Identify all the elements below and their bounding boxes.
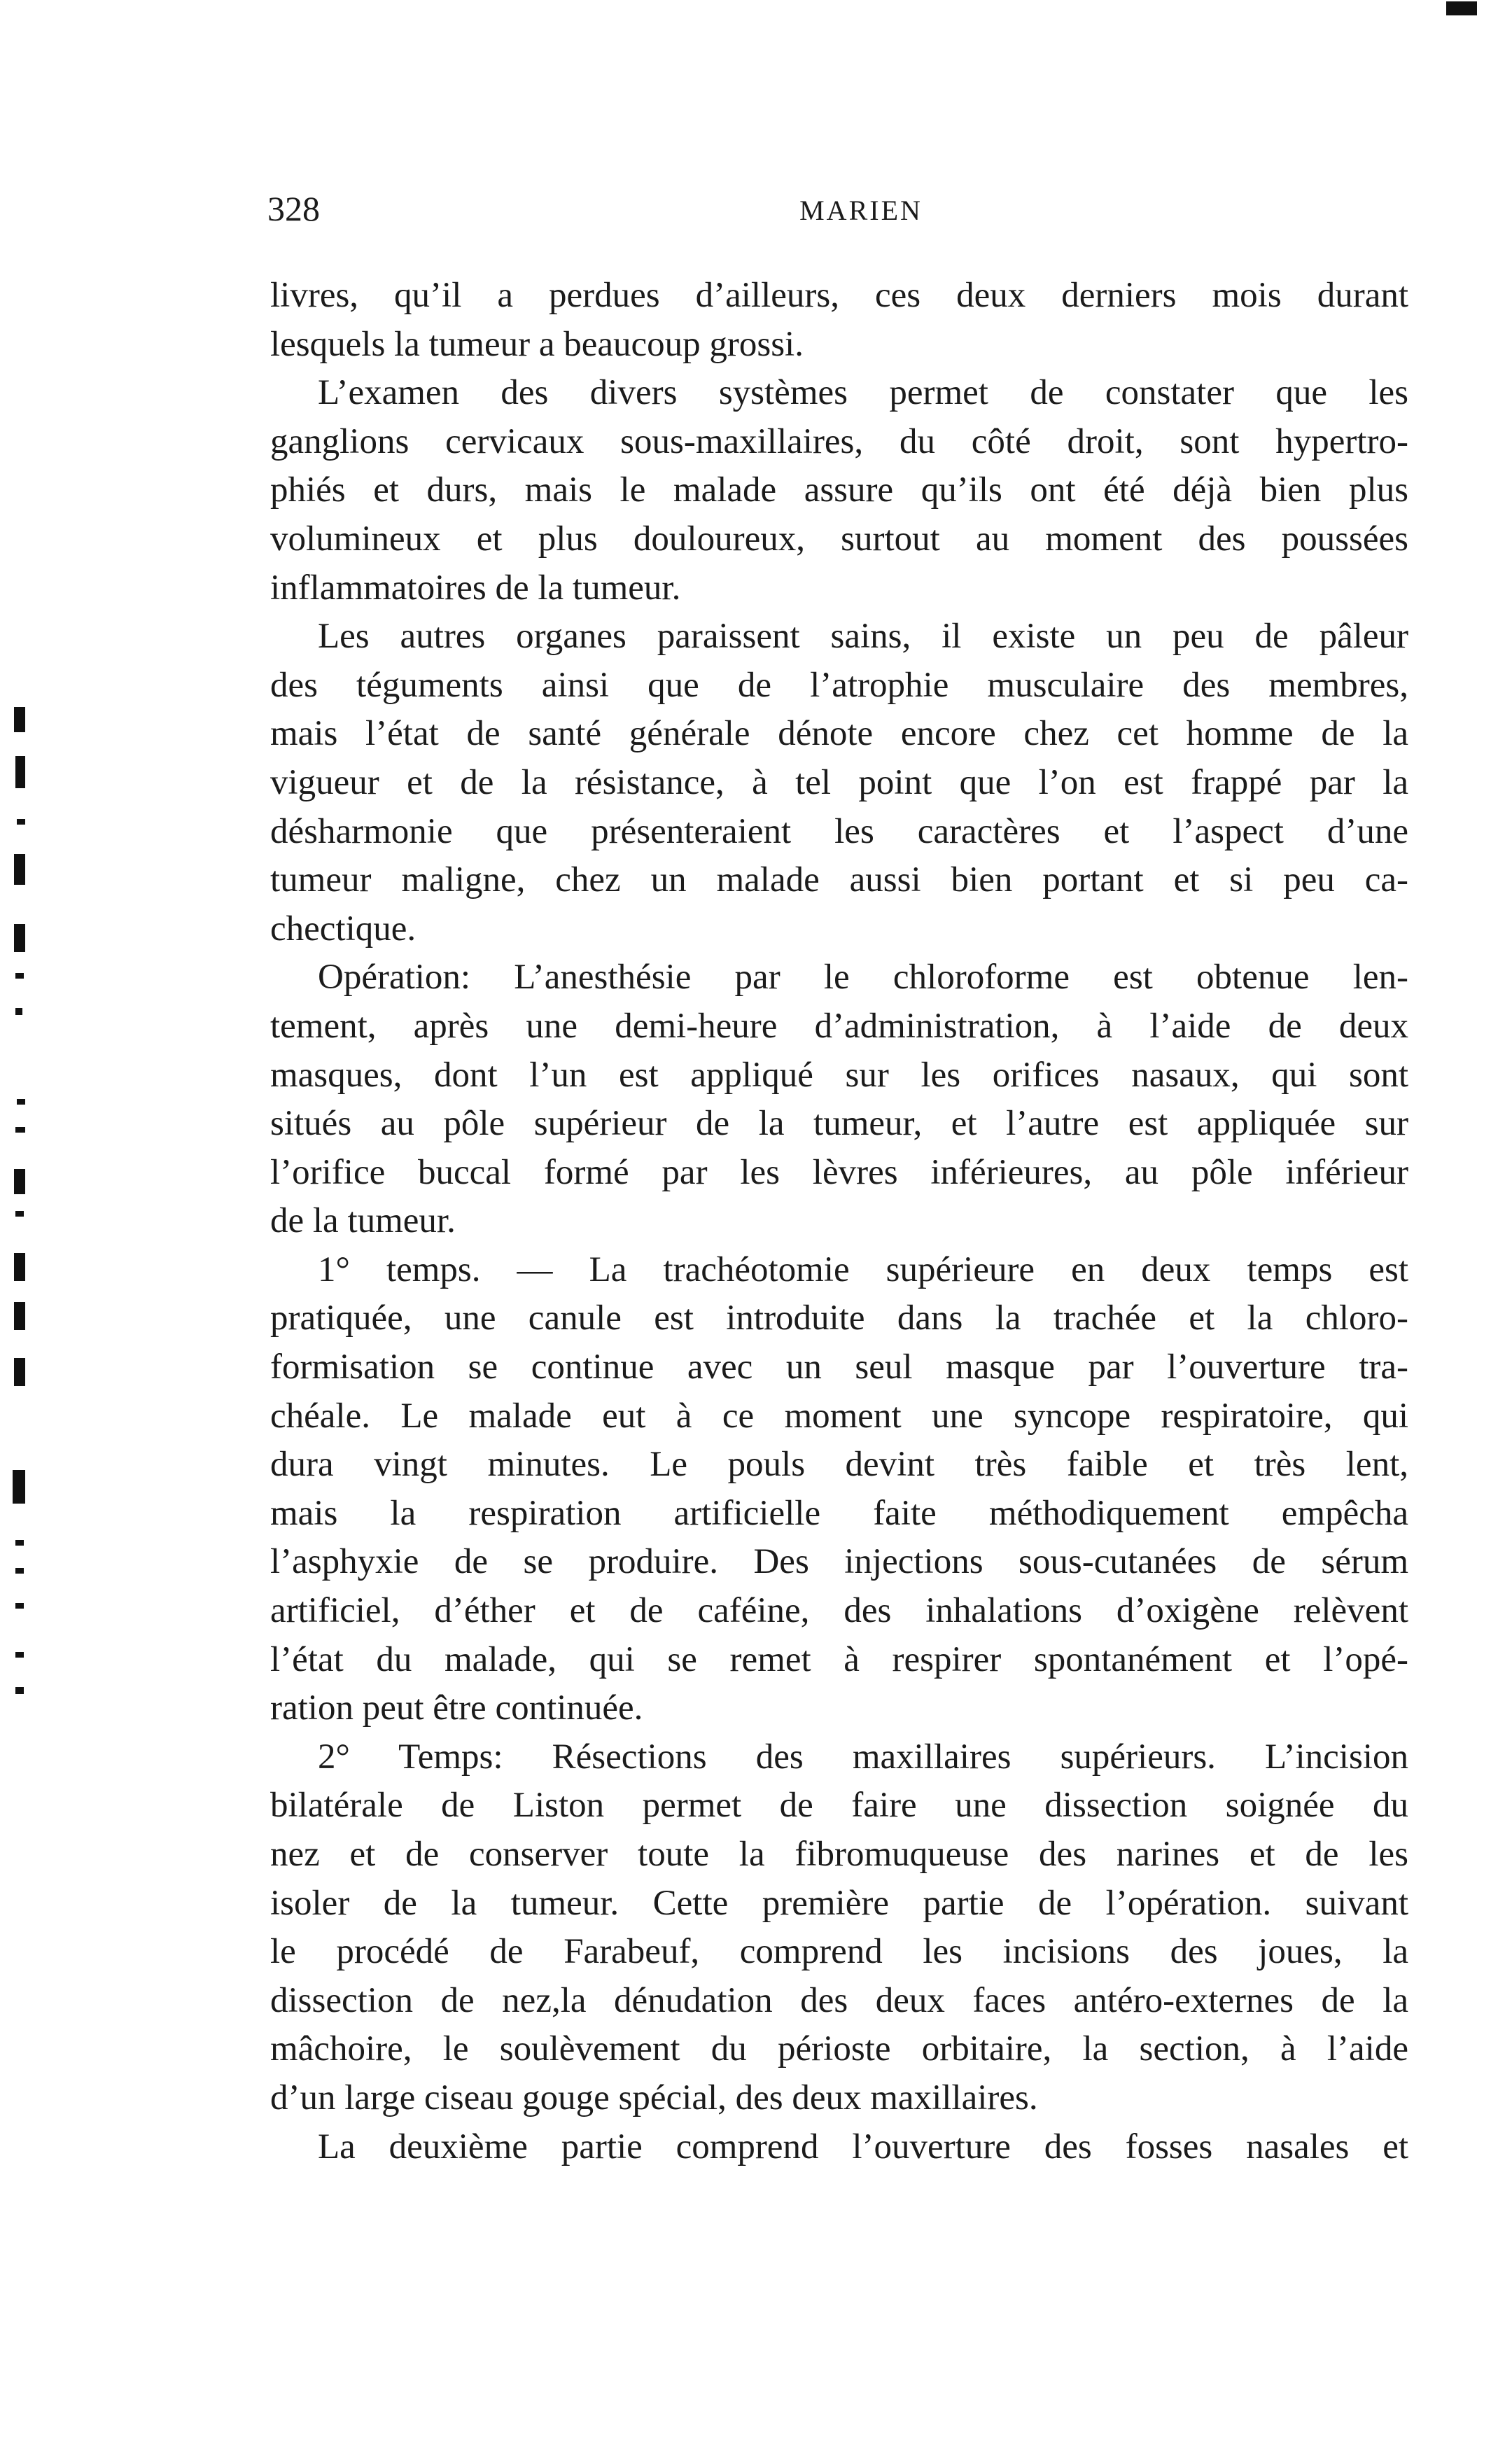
text-line: situés au pôle supérieur de la tumeur, et l’autre est appliquée sur <box>270 1104 1408 1144</box>
text-line: 1° temps. — La trachéotomie supérieure en deux temps est <box>318 1250 1408 1289</box>
text-line: masques, dont l’un est appliqué sur les orifices nasaux, qui sont <box>270 1055 1408 1095</box>
text-line: mais l’état de santé générale dénote encore chez cet homme de la <box>270 714 1408 754</box>
body-text <box>270 272 1408 2171</box>
scan-speck <box>14 1302 25 1330</box>
text-line: chectique. <box>270 909 416 948</box>
text-line: volumineux et plus douloureux, surtout au moment des poussées <box>270 519 1408 559</box>
scan-speck <box>14 707 25 732</box>
scan-speck <box>1446 1 1477 15</box>
text-line: Les autres organes paraissent sains, il existe un peu de pâleur <box>318 617 1408 657</box>
text-line: dissection de nez,la dénudation des deux faces antéro-externes de la <box>270 1980 1408 2020</box>
text-line: tement, après une demi-heure d’administration, à l’aide de deux <box>270 1006 1408 1046</box>
text-line: l’orifice buccal formé par les lèvres inférieures, au pôle inférieur <box>270 1152 1408 1192</box>
text-line: phiés et durs, mais le malade assure qu’ils ont été déjà bien plus <box>270 470 1408 510</box>
scan-speck <box>15 1211 24 1217</box>
text-line: ration peut être continuée. <box>270 1688 643 1728</box>
text-line: bilatérale de Liston permet de faire une dissection soignée du <box>270 1786 1408 1826</box>
text-line: dura vingt minutes. Le pouls devint très faible et très lent, <box>270 1445 1408 1485</box>
text-line: lesquels la tumeur a beaucoup grossi. <box>270 324 804 364</box>
scan-speck <box>14 924 25 952</box>
scan-speck <box>14 1253 25 1281</box>
scan-speck <box>13 1470 25 1504</box>
scan-speck <box>17 1099 25 1105</box>
text-line: vigueur et de la résistance, à tel point que l’on est frappé par la <box>270 762 1408 802</box>
scan-speck <box>15 1540 24 1546</box>
text-line: chéale. Le malade eut à ce moment une syncope respiratoire, qui <box>270 1396 1408 1436</box>
scan-speck <box>15 1127 25 1133</box>
scan-speck <box>15 1008 22 1015</box>
text-line: d’un large ciseau gouge spécial, des deux maxillaires. <box>270 2078 1038 2118</box>
text-line: de la tumeur. <box>270 1201 456 1241</box>
scan-speck <box>15 1687 24 1694</box>
text-line: formisation se continue avec un seul masque par l’ouverture tra- <box>270 1348 1408 1387</box>
text-line: livres, qu’il a perdues d’ailleurs, ces deux derniers mois durant <box>270 276 1408 315</box>
text-line: mâchoire, le soulèvement du périoste orbitaire, la section, à l’aide <box>270 2029 1408 2069</box>
scan-speck <box>14 854 25 885</box>
text-line: Opération: L’anesthésie par le chloroforme est obtenue len- <box>318 958 1408 997</box>
scan-speck <box>15 1603 24 1609</box>
text-line: désharmonie que présenteraient les caractères et l’aspect d’une <box>270 811 1408 851</box>
text-line: l’asphyxie de se produire. Des injections sous-cutanées de sérum <box>270 1542 1408 1582</box>
scan-speck <box>15 756 25 788</box>
text-line: 2° Temps: Résections des maxillaires supérieurs. L’incision <box>318 1737 1408 1777</box>
scan-speck <box>17 819 25 825</box>
text-line: isoler de la tumeur. Cette première partie de l’opération. suivant <box>270 1883 1408 1923</box>
text-line: le procédé de Farabeuf, comprend les incisions des joues, la <box>270 1932 1408 1972</box>
scan-speck <box>15 1568 24 1574</box>
scan-speck <box>15 973 24 979</box>
text-line: mais la respiration artificielle faite méthodiquement empêcha <box>270 1493 1408 1533</box>
text-line: inflammatoires de la tumeur. <box>270 568 681 608</box>
text-line: pratiquée, une canule est introduite dans la trachée et la chloro- <box>270 1298 1408 1338</box>
text-line: La deuxième partie comprend l’ouverture des fosses nasales et <box>318 2127 1408 2166</box>
scan-speck <box>15 1652 24 1658</box>
running-head: MARIEN <box>799 195 923 226</box>
text-line: des téguments ainsi que de l’atrophie musculaire des membres, <box>270 665 1408 705</box>
text-line: L’examen des divers systèmes permet de constater que les <box>318 373 1408 413</box>
text-line: nez et de conserver toute la fibromuqueuse des narines et de les <box>270 1835 1408 1874</box>
text-line: ganglions cervicaux sous-maxillaires, du côté droit, sont hypertro- <box>270 421 1408 461</box>
text-line: l’état du malade, qui se remet à respirer spontanément et l’opé- <box>270 1639 1408 1679</box>
text-line: artificiel, d’éther et de caféine, des inhalations d’oxigène relèvent <box>270 1591 1408 1631</box>
scan-speck <box>14 1169 25 1194</box>
scan-speck <box>14 1358 25 1386</box>
text-line: tumeur maligne, chez un malade aussi bien portant et si peu ca- <box>270 860 1408 900</box>
page-number: 328 <box>267 189 320 228</box>
